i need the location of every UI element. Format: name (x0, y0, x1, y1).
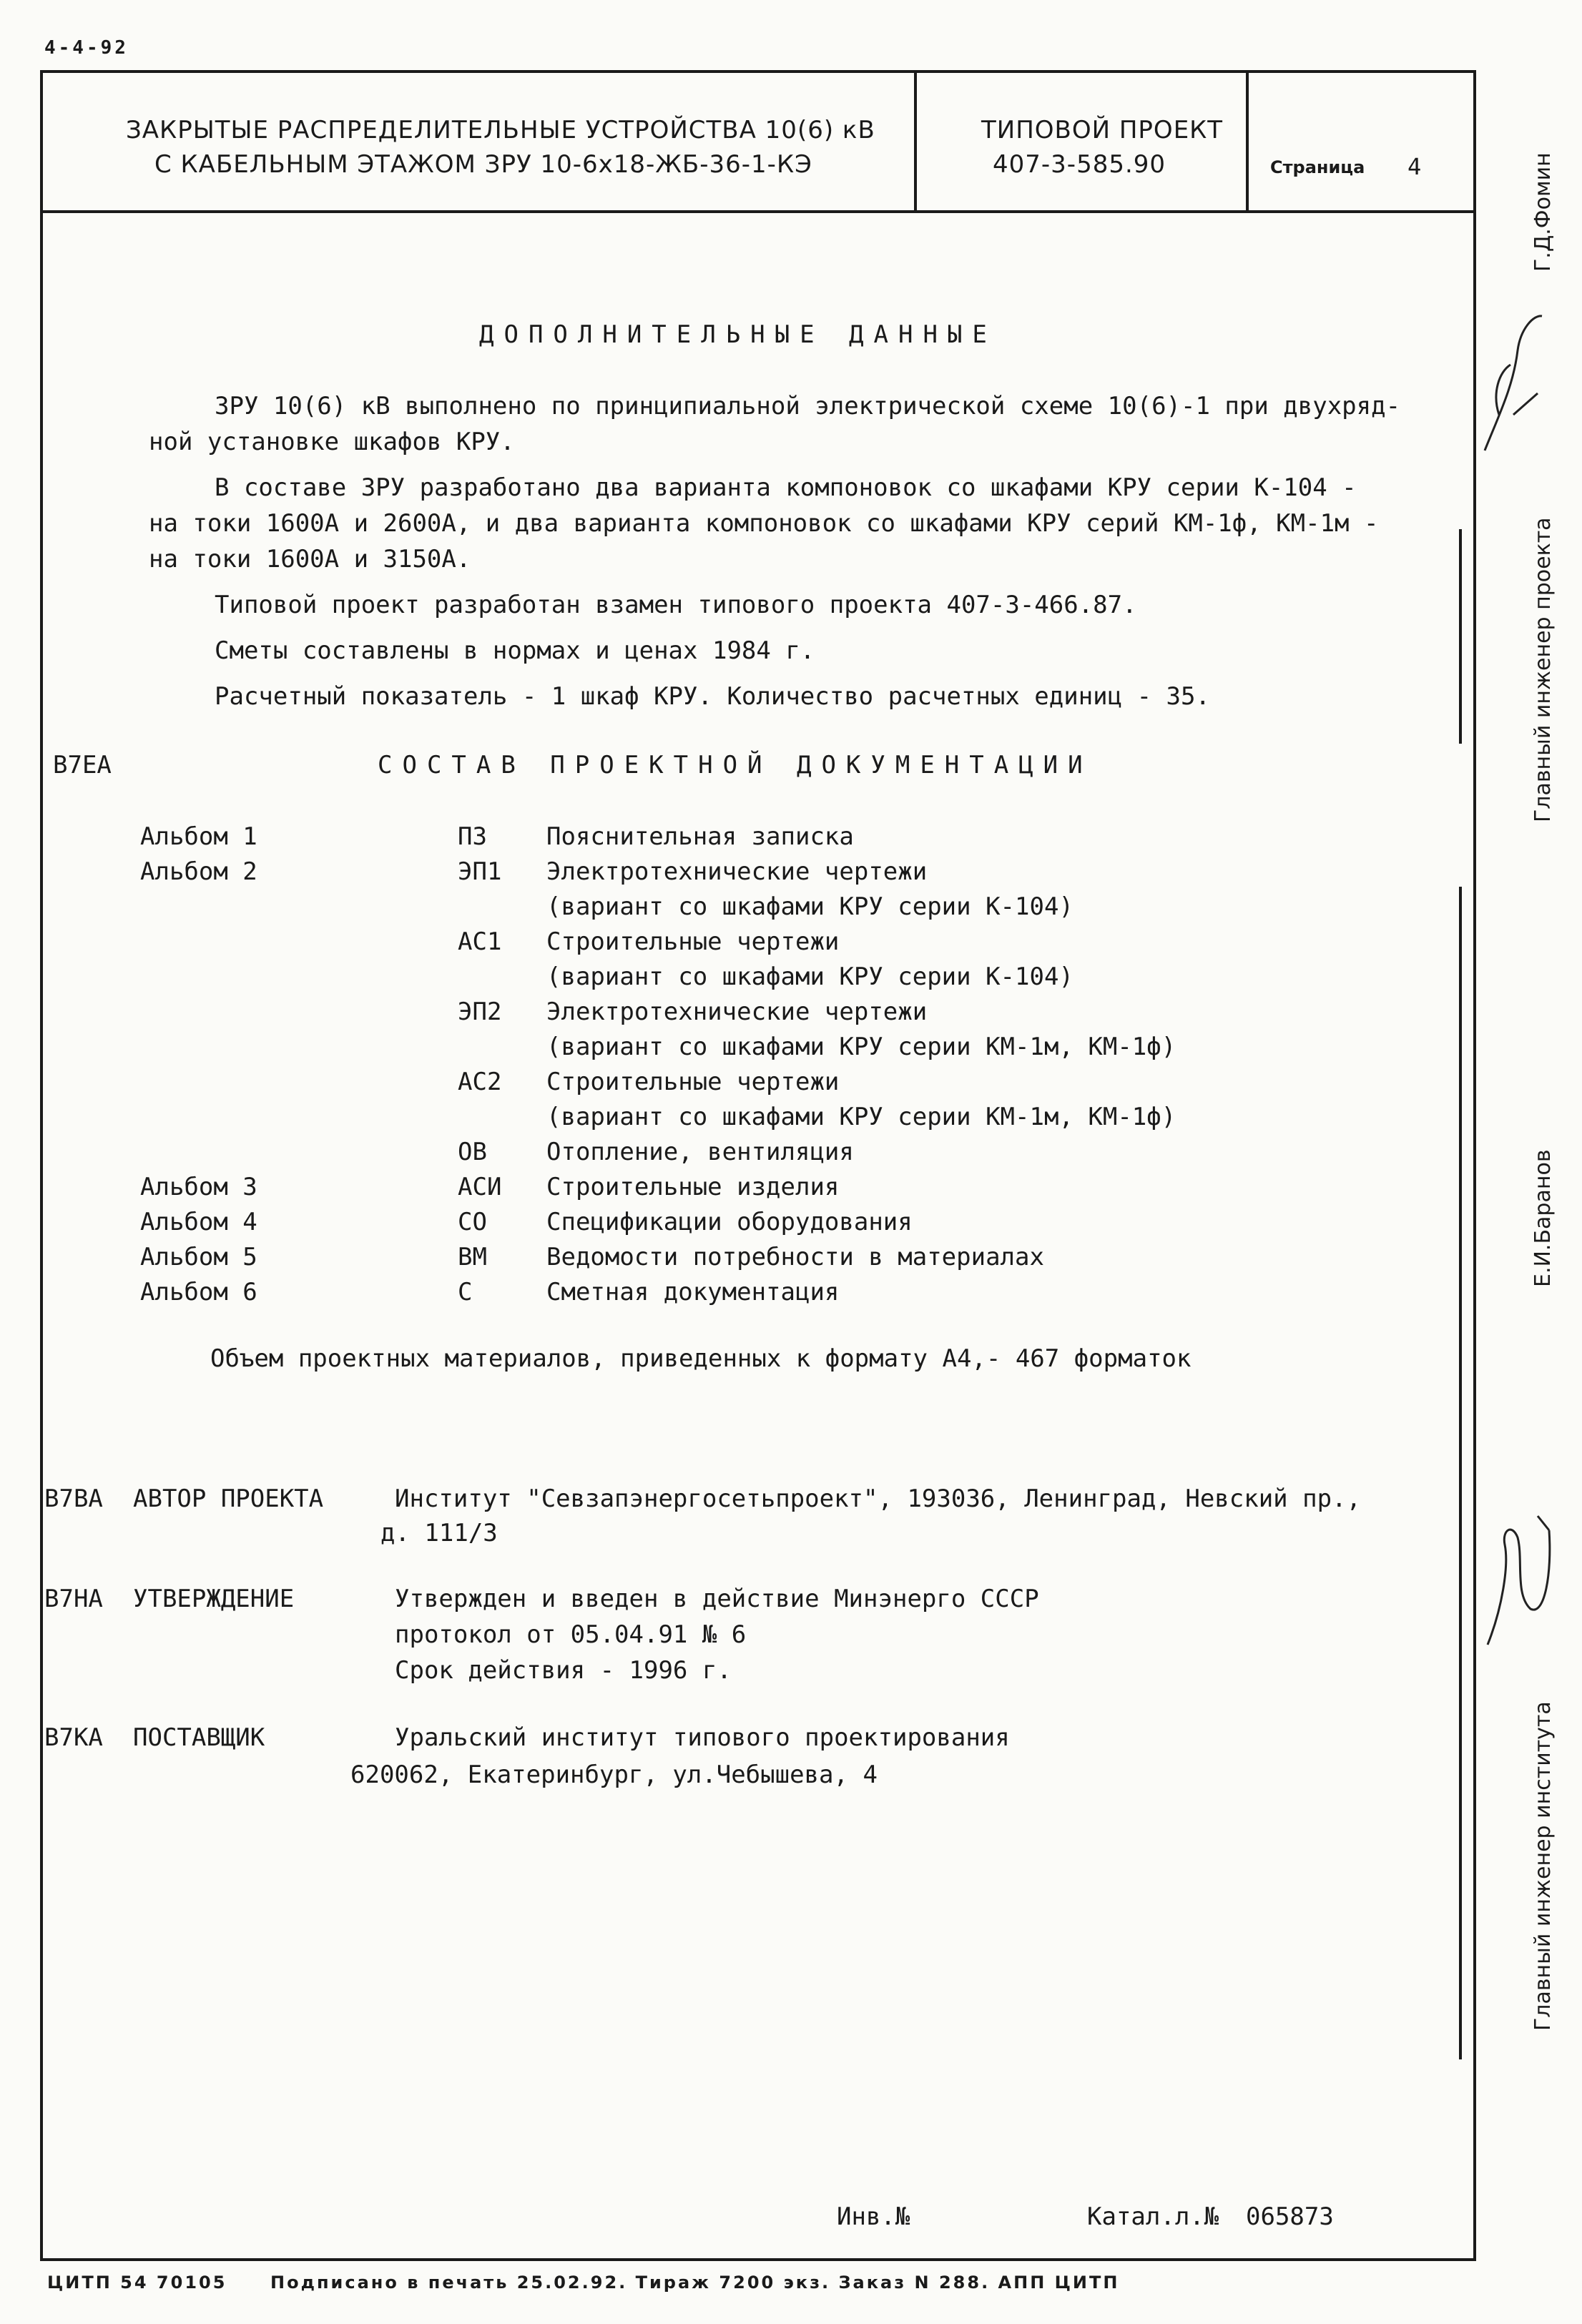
supplier-line-1: Уральский институт типового проектирования (395, 1723, 1010, 1752)
composition-code: ЭП1 (458, 857, 502, 886)
composition-title: Строительные чертежи (546, 1068, 840, 1096)
project-number: 407-3-585.90 (993, 150, 1166, 179)
composition-code: АС2 (458, 1068, 502, 1096)
composition-code: С (458, 1278, 473, 1306)
composition-album: Альбом 6 (140, 1278, 257, 1306)
composition-title: Электротехнические чертежи (546, 998, 928, 1026)
additional-p2-line1: В составе ЗРУ разработано два варианта компоновок со шкафами КРУ серии К-104 - (215, 473, 1357, 502)
author-line-2: д. 111/3 (380, 1519, 498, 1547)
composition-code: АС1 (458, 927, 502, 956)
composition-title: Ведомости потребности в материалах (546, 1243, 1044, 1271)
additional-heading: ДОПОЛНИТЕЛЬНЫЕ ДАННЫЕ (479, 320, 997, 349)
composition-code: ВМ (458, 1243, 487, 1271)
additional-p2-line3: на токи 1600А и 3150А. (149, 545, 471, 573)
composition-title: Пояснительная записка (546, 822, 854, 851)
additional-p5: Расчетный показатель - 1 шкаф КРУ. Количество расчетных единиц - 35. (215, 682, 1210, 711)
author-line-1: Институт "Севзапэнергосетьпроект", 193036, Ленинград, Невский пр., (395, 1484, 1362, 1513)
composition-code: ОВ (458, 1138, 487, 1166)
composition-title: (вариант со шкафами КРУ серии КМ-1м, КМ-1ф) (546, 1103, 1176, 1131)
additional-p1-line2: ной установке шкафов КРУ. (149, 428, 515, 456)
page-number: 4 (1407, 153, 1422, 180)
composition-code: СО (458, 1208, 487, 1236)
composition-album: Альбом 1 (140, 822, 257, 851)
title-cell (40, 70, 917, 210)
signature-bottom-icon (1480, 1502, 1559, 1652)
inventory-label: Инв.№ (837, 2202, 910, 2231)
composition-code: ЭП2 (458, 998, 502, 1026)
right-margin-rule-bottom (1459, 887, 1462, 2059)
volume-line: Объем проектных материалов, приведенных к формату А4,- 467 форматок (210, 1344, 1192, 1373)
supplier-code: В7КА (44, 1723, 103, 1752)
footer-print-code: ЦИТП 54 70105 (47, 2273, 227, 2293)
composition-title: (вариант со шкафами КРУ серии КМ-1м, КМ-1ф) (546, 1033, 1176, 1061)
chief-institute-engineer-name: Е.И.Баранов (1531, 1149, 1556, 1287)
supplier-label: ПОСТАВЩИК (133, 1723, 265, 1752)
chief-institute-engineer-role: Главный инженер института (1531, 1701, 1556, 2031)
document-code: 4-4-92 (44, 37, 129, 59)
additional-p2-line2: на токи 1600А и 2600А, и два варианта компоновок со шкафами КРУ серий КМ-1ф, КМ-1м - (149, 509, 1379, 538)
composition-code: АСИ (458, 1173, 502, 1201)
composition-code: ПЗ (458, 822, 487, 851)
additional-p3: Типовой проект разработан взамен типового проекта 407-3-466.87. (215, 591, 1137, 619)
additional-p4: Сметы составлены в нормах и ценах 1984 г. (215, 636, 815, 665)
approval-line-3: Срок действия - 1996 г. (395, 1656, 732, 1685)
catalog-number: 065873 (1246, 2202, 1334, 2231)
project-cell (917, 70, 1249, 210)
page-cell (1249, 70, 1473, 210)
approval-label: УТВЕРЖДЕНИЕ (133, 1585, 295, 1613)
footer-print-info: Подписано в печать 25.02.92. Тираж 7200 экз. Заказ N 288. АПП ЦИТП (270, 2273, 1120, 2293)
additional-p1-line1: ЗРУ 10(6) кВ выполнено по принципиальной электрической схеме 10(6)-1 при двухряд- (215, 392, 1401, 420)
chief-project-engineer-name: Г.Д.Фомин (1531, 152, 1556, 272)
title-line-1: ЗАКРЫТЫЕ РАСПРЕДЕЛИТЕЛЬНЫЕ УСТРОЙСТВА 10(6) кВ (126, 116, 875, 144)
composition-code: В7ЕА (53, 751, 112, 779)
signature-top-icon (1470, 307, 1549, 465)
page-label: Страница (1270, 157, 1365, 177)
composition-title: Строительные изделия (546, 1173, 840, 1201)
composition-title: (вариант со шкафами КРУ серии К-104) (546, 892, 1074, 921)
composition-heading: СОСТАВ ПРОЕКТНОЙ ДОКУМЕНТАЦИИ (378, 751, 1093, 779)
approval-line-2: протокол от 05.04.91 № 6 (395, 1620, 747, 1649)
composition-title: Отопление, вентиляция (546, 1138, 854, 1166)
title-line-2: С КАБЕЛЬНЫМ ЭТАЖОМ ЗРУ 10-6х18-ЖБ-36-1-КЭ (154, 150, 812, 179)
composition-album: Альбом 4 (140, 1208, 257, 1236)
author-code: В7ВА (44, 1484, 103, 1513)
composition-album: Альбом 5 (140, 1243, 257, 1271)
catalog-label: Катал.л.№ (1087, 2202, 1219, 2231)
chief-project-engineer-role: Главный инженер проекта (1531, 517, 1556, 822)
composition-title: Спецификации оборудования (546, 1208, 913, 1236)
project-label: ТИПОВОЙ ПРОЕКТ (981, 116, 1224, 144)
composition-title: Сметная документация (546, 1278, 840, 1306)
composition-title: Строительные чертежи (546, 927, 840, 956)
supplier-line-2: 620062, Екатеринбург, ул.Чебышева, 4 (350, 1761, 878, 1789)
composition-album: Альбом 2 (140, 857, 257, 886)
author-label: АВТОР ПРОЕКТА (133, 1484, 324, 1513)
composition-title: Электротехнические чертежи (546, 857, 928, 886)
footer-rule (40, 2258, 1473, 2261)
right-margin-rule-top (1459, 529, 1462, 744)
composition-title: (вариант со шкафами КРУ серии К-104) (546, 962, 1074, 991)
approval-line-1: Утвержден и введен в действие Минэнерго СССР (395, 1585, 1039, 1613)
approval-code: В7НА (44, 1585, 103, 1613)
title-block (40, 70, 1473, 213)
composition-album: Альбом 3 (140, 1173, 257, 1201)
